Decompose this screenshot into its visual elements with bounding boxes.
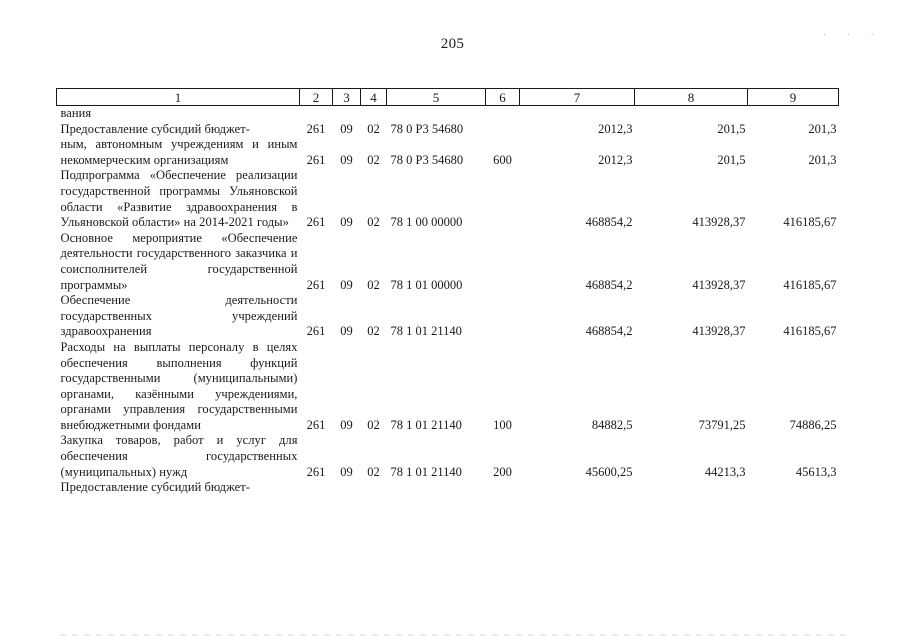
code-admin: 261 — [306, 121, 326, 136]
code-section: 09 — [340, 324, 353, 339]
column-header: 9 — [748, 89, 839, 106]
code-section: 09 — [340, 215, 353, 230]
amount-year-2: 44213,3 — [704, 464, 746, 479]
code-expense-type — [486, 231, 520, 293]
amount-year-1: 468854,2 — [585, 324, 633, 339]
column-header: 4 — [361, 89, 387, 106]
code-subsection: 02 — [367, 215, 380, 230]
column-header: 5 — [387, 89, 486, 106]
amount-year-1: 45600,25 — [585, 464, 633, 479]
row-description: Основное мероприятие «Обеспечение деятельности государственного заказчика и соисполнителей государственной программы» — [60, 230, 298, 292]
code-expense-type: 600 — [493, 152, 512, 167]
code-admin: 261 — [306, 277, 326, 292]
column-header: 8 — [635, 89, 748, 106]
code-section: 09 — [340, 417, 353, 432]
amount-year-2: 413928,37 — [692, 324, 746, 339]
row-description: Предоставление субсидий бюджет- — [60, 480, 250, 495]
code-expense-type — [486, 480, 520, 494]
code-admin: 261 — [306, 215, 326, 230]
code-expense-type — [486, 106, 520, 122]
amount-year-3: 416185,67 — [783, 324, 837, 339]
code-target-article: 78 0 Р3 54680 — [390, 121, 464, 136]
column-header: 6 — [486, 89, 520, 106]
code-subsection — [361, 480, 387, 494]
code-expense-type — [486, 122, 520, 138]
code-subsection: 02 — [367, 277, 380, 292]
code-admin: 261 — [306, 464, 326, 479]
page-number: 205 — [440, 36, 465, 52]
row-description: Обеспечение деятельности государственных учреждений здравоохранения — [60, 293, 298, 339]
code-section: 09 — [340, 121, 353, 136]
code-target-article: 78 1 01 21140 — [390, 324, 462, 339]
code-admin — [300, 106, 333, 122]
code-target-article: 78 1 01 00000 — [390, 277, 463, 292]
amount-year-1: 2012,3 — [598, 121, 633, 136]
amount-year-3: 45613,3 — [795, 464, 837, 479]
amount-year-2: 201,5 — [717, 152, 746, 167]
amount-year-3 — [748, 106, 839, 122]
code-section: 09 — [340, 277, 353, 292]
code-expense-type: 200 — [493, 464, 512, 479]
amount-year-1 — [520, 480, 635, 494]
row-description: ным, автономным учреждениям и иным некоммерческим организациям — [60, 137, 298, 167]
table-row — [57, 106, 839, 122]
budget-table — [56, 88, 839, 494]
code-target-article: 78 0 Р3 54680 — [390, 152, 464, 167]
amount-year-3: 74886,25 — [789, 417, 837, 432]
code-target-article: 78 1 00 00000 — [390, 215, 463, 230]
row-description: Предоставление субсидий бюджет- — [60, 121, 250, 136]
code-subsection: 02 — [367, 324, 380, 339]
column-header: 7 — [520, 89, 635, 106]
table-header-row — [57, 89, 839, 106]
amount-year-2: 201,5 — [717, 121, 746, 136]
amount-year-1: 468854,2 — [585, 277, 633, 292]
amount-year-1: 468854,2 — [585, 215, 633, 230]
row-description: Подпрограмма «Обеспечение реализации государственной программы Ульяновской области «Развитие здравоохранения в Ульяновской области» на 2014-2021 годы» — [60, 168, 298, 230]
table-row — [57, 168, 839, 230]
code-section — [333, 480, 361, 494]
table-row — [57, 480, 839, 494]
code-expense-type: 100 — [493, 417, 512, 432]
code-admin: 261 — [306, 417, 326, 432]
code-target-article — [387, 480, 486, 494]
amount-year-1 — [520, 106, 635, 122]
amount-year-3: 416185,67 — [783, 277, 837, 292]
table-row — [57, 231, 839, 293]
amount-year-2: 413928,37 — [692, 277, 746, 292]
row-description: Закупка товаров, работ и услуг для обеспечения государственных (муниципальных) нужд — [60, 433, 298, 479]
code-admin — [300, 480, 333, 494]
table-row — [57, 433, 839, 480]
code-target-article — [387, 106, 486, 122]
table-row — [57, 340, 839, 434]
row-description: Расходы на выплаты персоналу в целях обеспечения выполнения функций государственными (муниципальными) органами, казёнными учреждениями, органами управления государственными внебюджетными фондами — [60, 339, 298, 432]
amount-year-3: 201,3 — [808, 152, 837, 167]
column-header: 1 — [57, 89, 300, 106]
code-subsection: 02 — [367, 121, 380, 136]
code-expense-type — [486, 293, 520, 340]
amount-year-3: 201,3 — [808, 121, 837, 136]
code-admin: 261 — [306, 324, 326, 339]
code-section: 09 — [340, 152, 353, 167]
amount-year-1: 2012,3 — [598, 152, 633, 167]
code-section — [333, 106, 361, 122]
code-expense-type — [486, 168, 520, 230]
code-admin: 261 — [306, 152, 326, 167]
code-subsection: 02 — [367, 417, 380, 432]
amount-year-1: 84882,5 — [591, 417, 633, 432]
table-row — [57, 293, 839, 340]
row-description: вания — [60, 106, 92, 120]
code-section: 09 — [340, 464, 353, 479]
table-row — [57, 137, 839, 168]
amount-year-2: 73791,25 — [698, 417, 746, 432]
amount-year-2 — [635, 480, 748, 494]
amount-year-3 — [748, 480, 839, 494]
amount-year-2 — [635, 106, 748, 122]
amount-year-3: 416185,67 — [783, 215, 837, 230]
scan-edge-noise — [60, 634, 850, 636]
code-subsection: 02 — [367, 152, 380, 167]
column-header: 2 — [300, 89, 333, 106]
scan-specks: · · · — [823, 30, 883, 41]
column-header: 3 — [333, 89, 361, 106]
code-subsection: 02 — [367, 464, 380, 479]
table-row — [57, 122, 839, 138]
code-subsection — [361, 106, 387, 122]
code-target-article: 78 1 01 21140 — [390, 417, 462, 432]
amount-year-2: 413928,37 — [692, 215, 746, 230]
code-target-article: 78 1 01 21140 — [390, 464, 462, 479]
